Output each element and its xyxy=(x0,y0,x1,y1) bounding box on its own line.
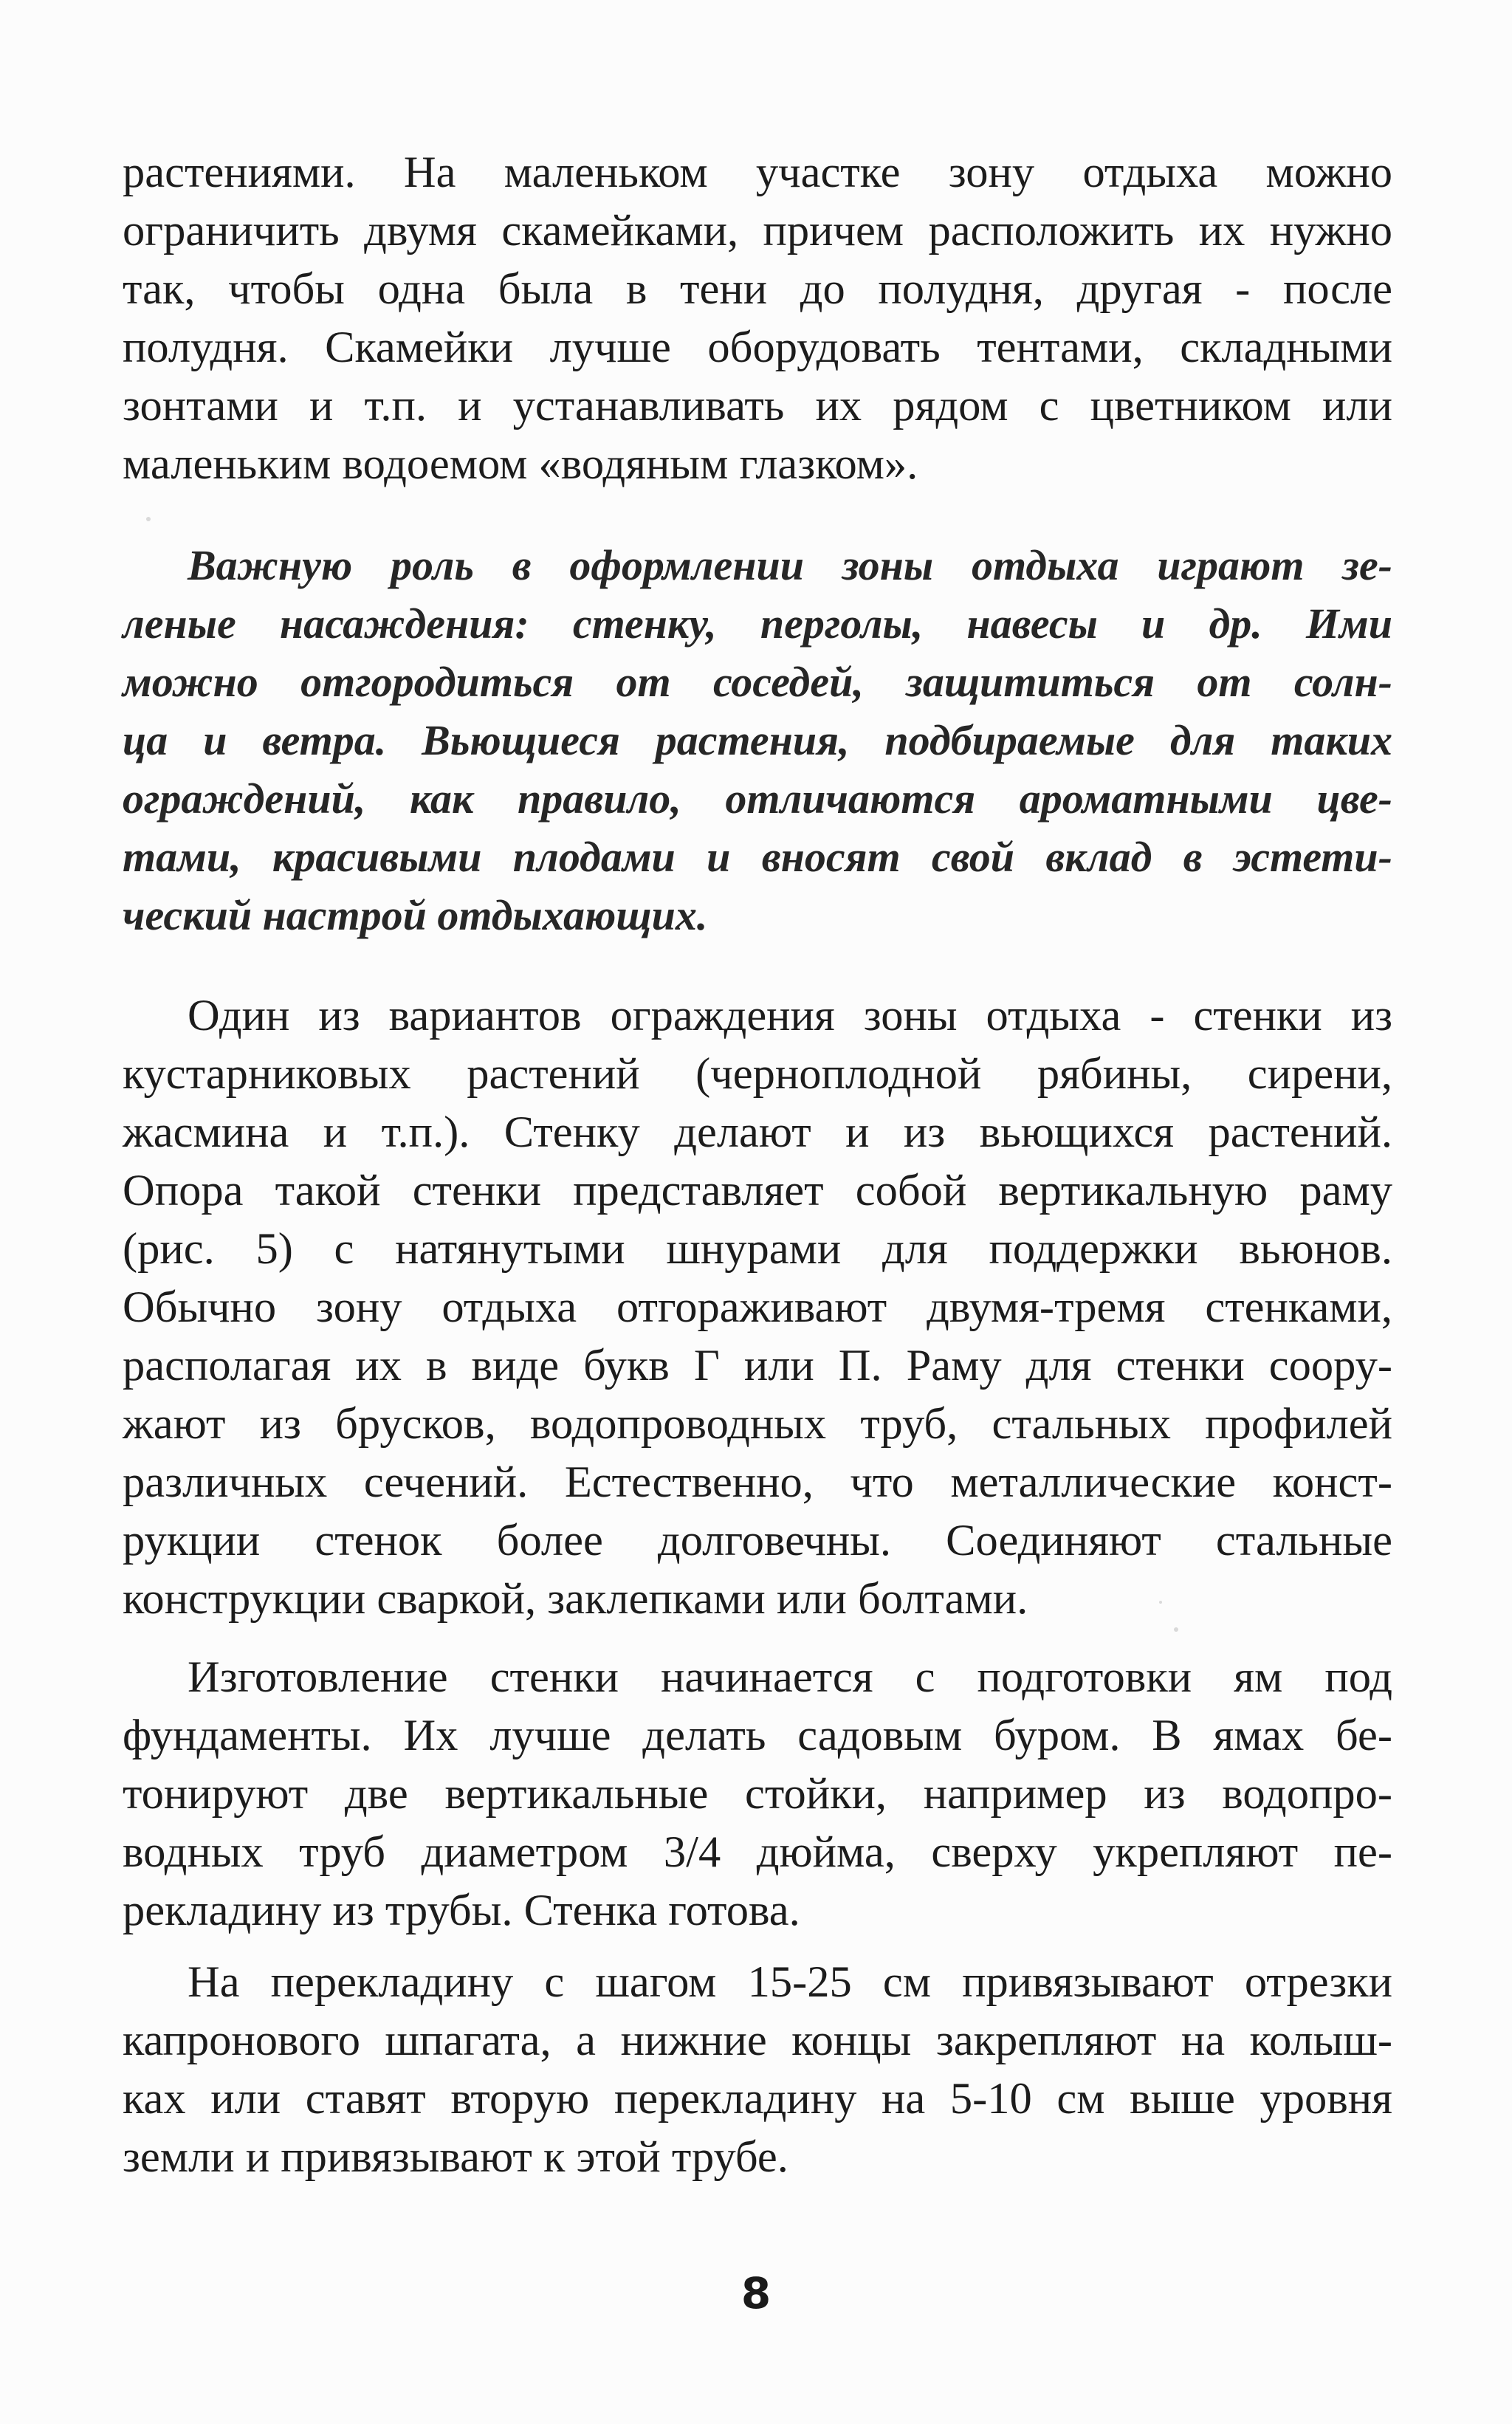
text-line: Обычно зону отдыха отгораживают двумя-тремя стенками, xyxy=(123,1283,1392,1332)
text-line: земли и привязывают к этой трубе. xyxy=(123,2132,788,2182)
text-line: зонтами и т.п. и устанавливать их рядом с цветником или xyxy=(123,381,1392,430)
text-line: ца и ветра. Вьющиеся растения, подбираемые для таких xyxy=(123,716,1392,764)
text-line: жасмина и т.п.). Стенку делают и из вьющихся растений. xyxy=(123,1108,1392,1157)
text-line: На перекладину с шагом 15-25 см привязывают отрезки xyxy=(188,1957,1392,2007)
page-number: 8 xyxy=(740,2268,772,2318)
text-line: тами, красивыми плодами и вносят свой вклад в эстети- xyxy=(123,833,1392,881)
text-line: различных сечений. Естественно, что металлические конст- xyxy=(123,1458,1392,1507)
text-line: капронового шпагата, а нижние концы закрепляют на колыш- xyxy=(123,2016,1392,2065)
text-line: (рис. 5) с натянутыми шнурами для поддержки вьюнов. xyxy=(123,1224,1392,1274)
text-line: маленьким водоемом «водяным глазком». xyxy=(123,439,918,489)
text-line: Важную роль в оформлении зоны отдыха играют зе- xyxy=(188,541,1392,589)
text-line: можно отгородиться от соседей, защититься от солн- xyxy=(123,658,1392,706)
text-line: рукции стенок более долговечны. Соединяют стальные xyxy=(123,1516,1392,1565)
text-line: жают из брусков, водопроводных труб, стальных профилей xyxy=(123,1399,1392,1449)
paragraph-2-italic xyxy=(123,536,1392,944)
scan-speck xyxy=(146,517,151,521)
paragraph-4 xyxy=(123,1648,1392,1940)
text-line: растениями. На маленьком участке зону отдыха можно xyxy=(123,148,1392,197)
text-line: Изготовление стенки начинается с подготовки ям под xyxy=(188,1652,1392,1702)
text-line: Опора такой стенки представляет собой вертикальную раму xyxy=(123,1166,1392,1215)
text-line: ках или ставят вторую перекладину на 5-10 см выше уровня xyxy=(123,2074,1392,2123)
paragraph-1 xyxy=(123,143,1392,493)
text-line: ограничить двумя скамейками, причем расположить их нужно xyxy=(123,206,1392,255)
text-line: ческий настрой отдыхающих. xyxy=(123,891,708,939)
text-line: так, чтобы одна была в тени до полудня, другая - после xyxy=(123,264,1392,314)
paragraph-3 xyxy=(123,986,1392,1628)
paragraph-5 xyxy=(123,1953,1392,2186)
text-line: рекладину из трубы. Стенка готова. xyxy=(123,1886,800,1935)
text-line: располагая их в виде букв Г или П. Раму для стенки соору- xyxy=(123,1341,1392,1390)
text-line: кустарниковых растений (черноплодной рябины, сирени, xyxy=(123,1049,1392,1099)
text-line: Один из вариантов ограждения зоны отдыха - стенки из xyxy=(188,991,1392,1040)
text-line: фундаменты. Их лучше делать садовым буром. В ямах бе- xyxy=(123,1711,1392,1760)
text-line: полудня. Скамейки лучше оборудовать тентами, складными xyxy=(123,323,1392,372)
text-line: водных труб диаметром 3/4 дюйма, сверху укрепляют пе- xyxy=(123,1827,1392,1877)
text-line: конструкции сваркой, заклепками или болтами. xyxy=(123,1574,1028,1624)
text-line: леные насаждения: стенку, перголы, навесы и др. Ими xyxy=(123,600,1392,648)
scan-speck xyxy=(1159,1601,1162,1604)
scan-speck xyxy=(1174,1627,1178,1632)
text-line: ограждений, как правило, отличаются ароматными цве- xyxy=(123,775,1392,823)
text-line: тонируют две вертикальные стойки, например из водопро- xyxy=(123,1769,1392,1819)
